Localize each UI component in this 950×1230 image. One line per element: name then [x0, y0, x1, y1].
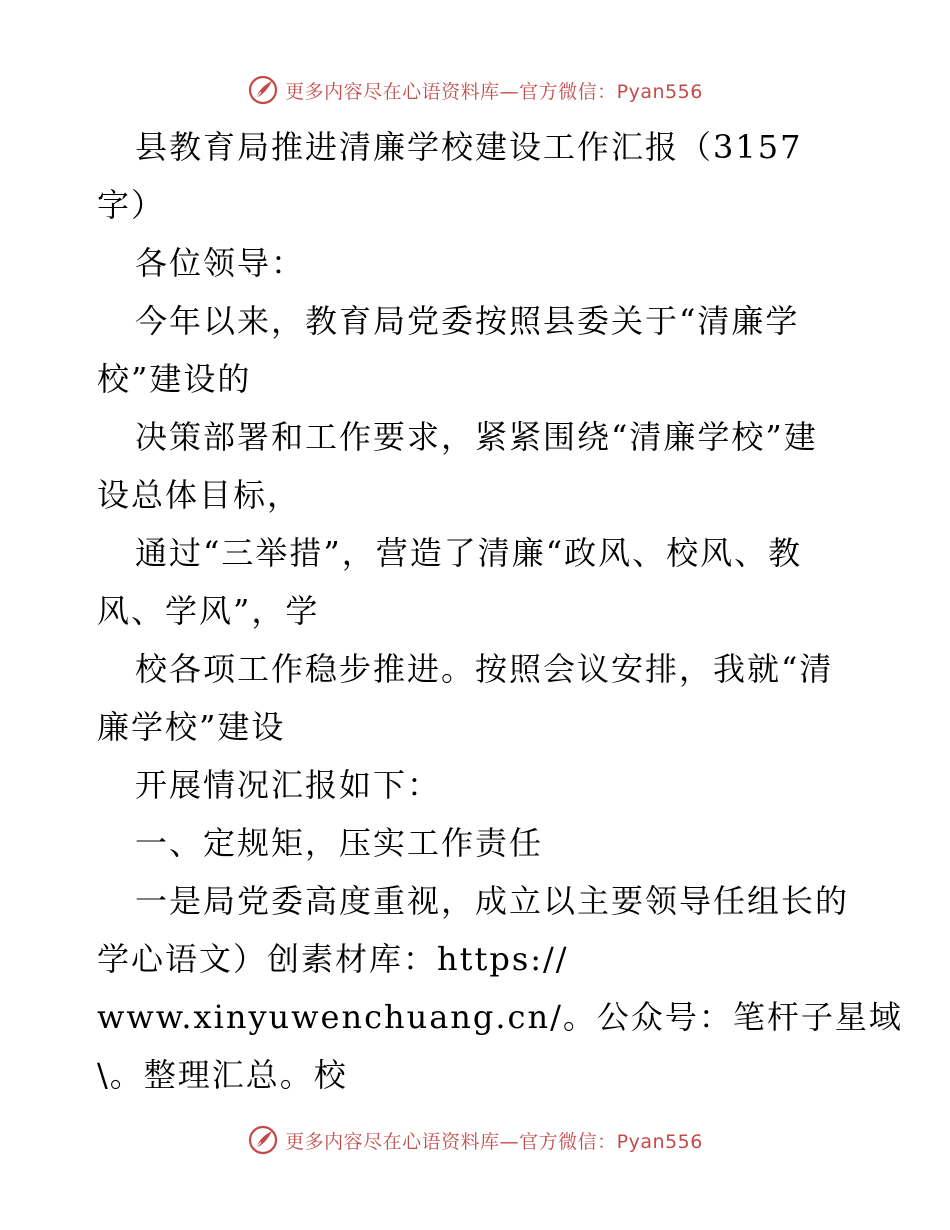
text-line: 县教育局推进清廉学校建设工作汇报（3157	[135, 128, 803, 166]
text-line: 廉学校”建设	[97, 708, 286, 746]
feather-quill-logo-icon	[247, 1124, 279, 1156]
watermark-text: 更多内容尽在心语资料库—官方微信：Pyan556	[285, 80, 703, 103]
text-line: 今年以来，教育局党委按照县委关于“清廉学	[135, 302, 800, 340]
text-line: 学心语文）创素材库：https://	[97, 940, 569, 978]
watermark-header	[0, 70, 950, 110]
text-line: 开展情况汇报如下：	[135, 766, 442, 804]
text-line: \。整理汇总。校	[97, 1056, 348, 1094]
document-body	[97, 118, 903, 1104]
text-line: 一是局党委高度重视，成立以主要领导任组长的	[135, 882, 850, 920]
watermark-text: 更多内容尽在心语资料库—官方微信：Pyan556	[285, 1130, 703, 1153]
text-line: 风、学风”，学	[97, 592, 320, 630]
text-line: 决策部署和工作要求，紧紧围绕“清廉学校”建	[135, 418, 818, 456]
text-line: 设总体目标，	[97, 476, 302, 514]
watermark-footer	[0, 1120, 950, 1160]
text-line: 一、定规矩，压实工作责任	[135, 824, 544, 862]
text-line: 校”建设的	[97, 360, 252, 398]
text-line: 各位领导：	[135, 244, 306, 282]
text-line: 字）	[97, 186, 166, 224]
text-line: www.xinyuwenchuang.cn/。公众号：笔杆子星域	[97, 998, 903, 1036]
text-line: 通过“三举措”，营造了清廉“政风、校风、教	[135, 534, 803, 572]
feather-quill-logo-icon	[247, 74, 279, 106]
text-line: 校各项工作稳步推进。按照会议安排，我就“清	[135, 650, 834, 688]
